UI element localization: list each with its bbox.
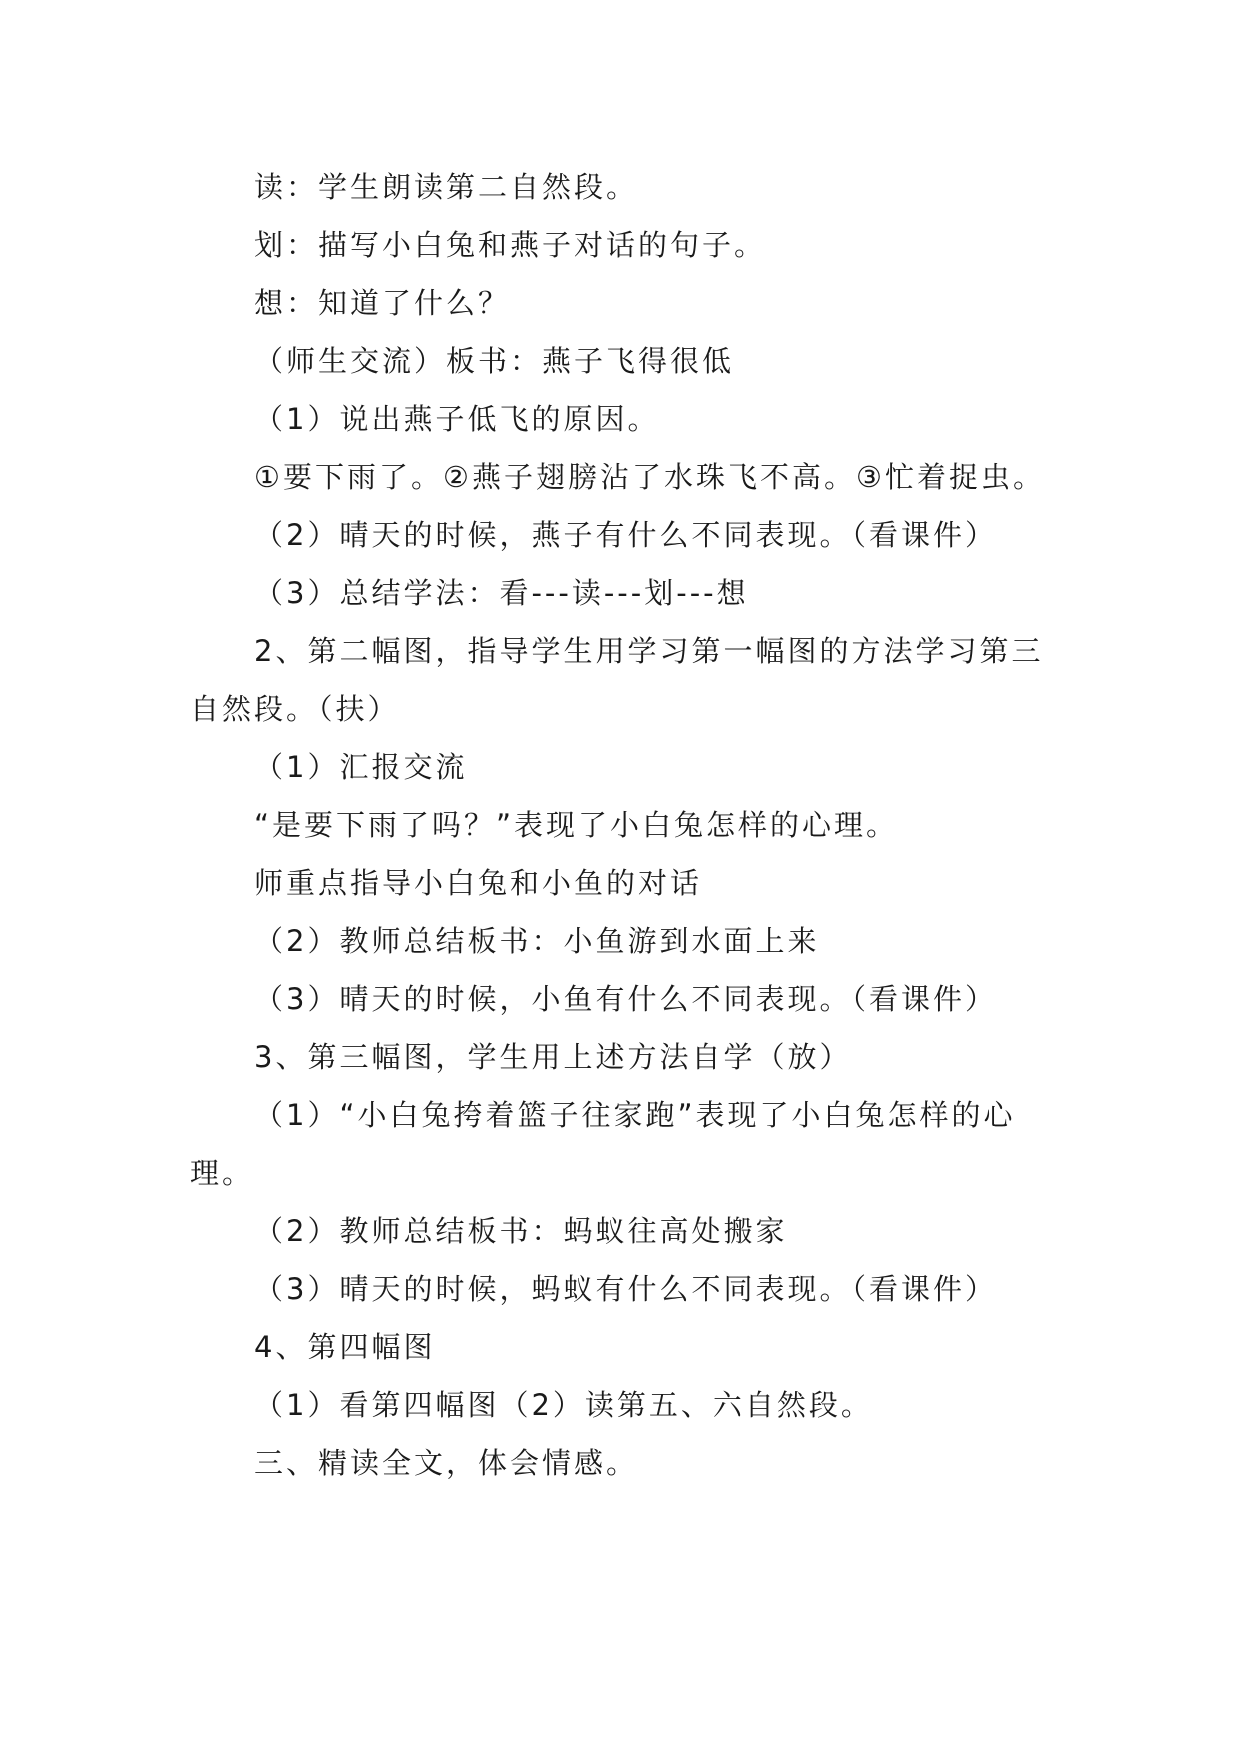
paragraph-2: 划：描写小白兔和燕子对话的句子。 <box>254 228 767 262</box>
paragraph-18: （3）晴天的时候，蚂蚁有什么不同表现。（看课件） <box>254 1272 997 1306</box>
paragraph-9: 2、第二幅图，指导学生用学习第一幅图的方法学习第三自然段。（扶） <box>190 634 1044 726</box>
paragraph-6: ①要下雨了。②燕子翅膀沾了水珠飞不高。③忙着捉虫。 <box>254 460 1045 494</box>
paragraph-10: （1）汇报交流 <box>254 750 468 784</box>
paragraph-17: （2）教师总结板书：蚂蚁往高处搬家 <box>254 1214 788 1248</box>
paragraph-3: 想：知道了什么？ <box>254 286 511 320</box>
paragraph-1: 读：学生朗读第二自然段。 <box>254 170 639 204</box>
paragraph-7: （2）晴天的时候，燕子有什么不同表现。（看课件） <box>254 518 997 552</box>
paragraph-14: （3）晴天的时候，小鱼有什么不同表现。（看课件） <box>254 982 997 1016</box>
paragraph-4: （师生交流）板书：燕子飞得很低 <box>254 344 735 378</box>
paragraph-5: （1）说出燕子低飞的原因。 <box>254 402 660 436</box>
paragraph-8: （3）总结学法：看---读---划---想 <box>254 576 749 610</box>
paragraph-15: 3、第三幅图，学生用上述方法自学（放） <box>254 1040 852 1074</box>
paragraph-21: 三、精读全文，体会情感。 <box>254 1446 639 1480</box>
paragraph-12: 师重点指导小白兔和小鱼的对话 <box>254 866 703 900</box>
paragraph-11: “是要下雨了吗？”表现了小白兔怎样的心理。 <box>254 808 899 842</box>
paragraph-13: （2）教师总结板书：小鱼游到水面上来 <box>254 924 820 958</box>
paragraph-19: 4、第四幅图 <box>254 1330 436 1364</box>
document-body <box>190 158 1052 1492</box>
paragraph-16: （1）“小白兔挎着篮子往家跑”表现了小白兔怎样的心理。 <box>190 1098 1016 1190</box>
paragraph-20: （1）看第四幅图（2）读第五、六自然段。 <box>254 1388 873 1422</box>
